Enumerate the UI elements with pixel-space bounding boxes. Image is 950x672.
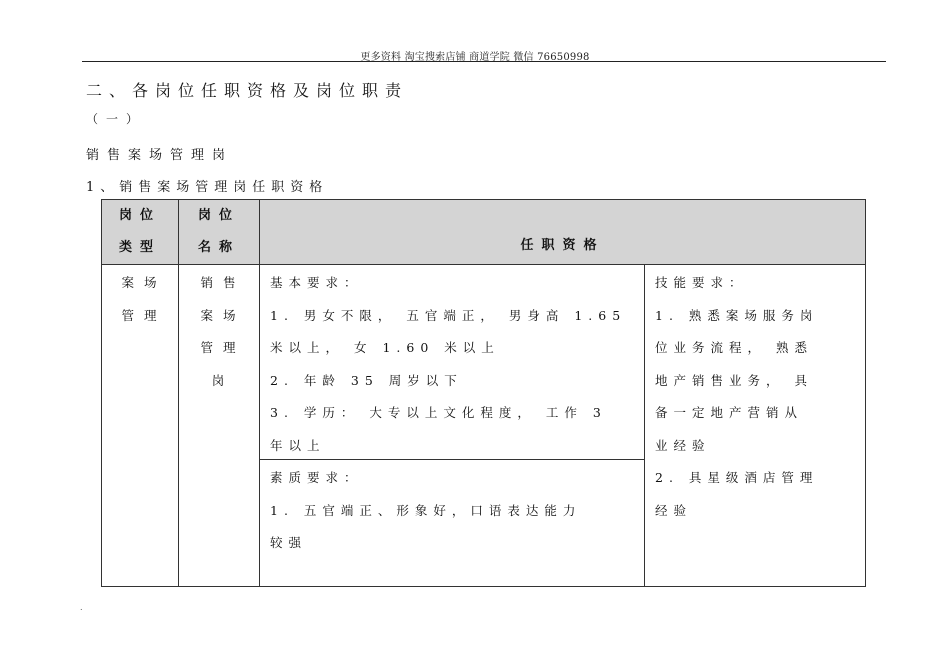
skill-requirement-line: 位业务流程， 熟悉 bbox=[655, 340, 813, 355]
post-name-line: 销售 bbox=[200, 275, 246, 290]
skill-requirement-line: 备一定地产营销从 bbox=[655, 405, 804, 420]
skill-requirement-line: 业经验 bbox=[655, 437, 711, 453]
section-heading: 二、各岗位任职资格及岗位职责 bbox=[86, 81, 409, 100]
basic-requirements-title: 基本要求： bbox=[270, 275, 363, 290]
basic-requirements bbox=[260, 265, 644, 460]
basic-requirement-line: 米以上， 女 1.60 米以上 bbox=[270, 340, 500, 355]
footer-mark: . bbox=[80, 603, 83, 612]
quality-requirement-line: 较强 bbox=[270, 535, 308, 550]
cell-post-name bbox=[179, 265, 260, 587]
header-qualification: 任职资格 bbox=[260, 200, 866, 265]
basic-requirement-line: 3. 学历： 大专以上文化程度， 工作 3 bbox=[270, 405, 607, 420]
page-header-text: 更多资料 淘宝搜索店铺 商道学院 微信 76650998 bbox=[360, 52, 590, 63]
quality-requirement-line: 1. 五官端正、形象好，口语表达能力 bbox=[270, 502, 582, 518]
quality-requirements bbox=[260, 460, 644, 586]
post-type-line: 管理 bbox=[121, 307, 167, 323]
header-post-type-line-2: 类型 bbox=[118, 240, 161, 255]
cell-skill-requirements bbox=[645, 265, 866, 587]
post-name-line: 岗 bbox=[211, 372, 235, 388]
post-name-line: 案场 bbox=[200, 307, 246, 323]
post-heading: 销售案场管理岗 bbox=[86, 148, 234, 163]
quality-requirements-title: 素质要求： bbox=[270, 470, 363, 485]
header-rule bbox=[82, 61, 886, 62]
skill-requirements-title: 技能要求： bbox=[655, 275, 748, 290]
header-post-name-line-1: 岗位 bbox=[197, 208, 240, 223]
item-heading: 1、销售案场管理岗任职资格 bbox=[86, 180, 329, 195]
header-post-type bbox=[102, 200, 179, 265]
subsection-heading: （一） bbox=[86, 112, 147, 126]
skill-requirement-line: 1. 熟悉案场服务岗 bbox=[655, 307, 819, 323]
post-type-line: 案场 bbox=[121, 275, 167, 290]
skill-requirement-line: 地产销售业务， 具 bbox=[655, 372, 813, 388]
qualification-table bbox=[101, 199, 866, 587]
cell-post-type bbox=[102, 265, 179, 587]
basic-requirement-line: 2. 年龄 35 周岁以下 bbox=[270, 372, 463, 388]
post-name-line: 管理 bbox=[200, 340, 246, 355]
header-post-name-line-2: 名称 bbox=[197, 240, 240, 255]
skill-requirement-line: 2. 具星级酒店管理 bbox=[655, 470, 819, 485]
basic-requirement-line: 1. 男女不限， 五官端正， 男身高 1.65 bbox=[270, 307, 627, 323]
header-post-name bbox=[179, 200, 260, 265]
basic-requirement-line: 年以上 bbox=[270, 437, 326, 453]
cell-requirements bbox=[260, 265, 645, 587]
skill-requirement-line: 经验 bbox=[655, 502, 693, 518]
header-post-type-line-1: 岗位 bbox=[118, 208, 161, 223]
